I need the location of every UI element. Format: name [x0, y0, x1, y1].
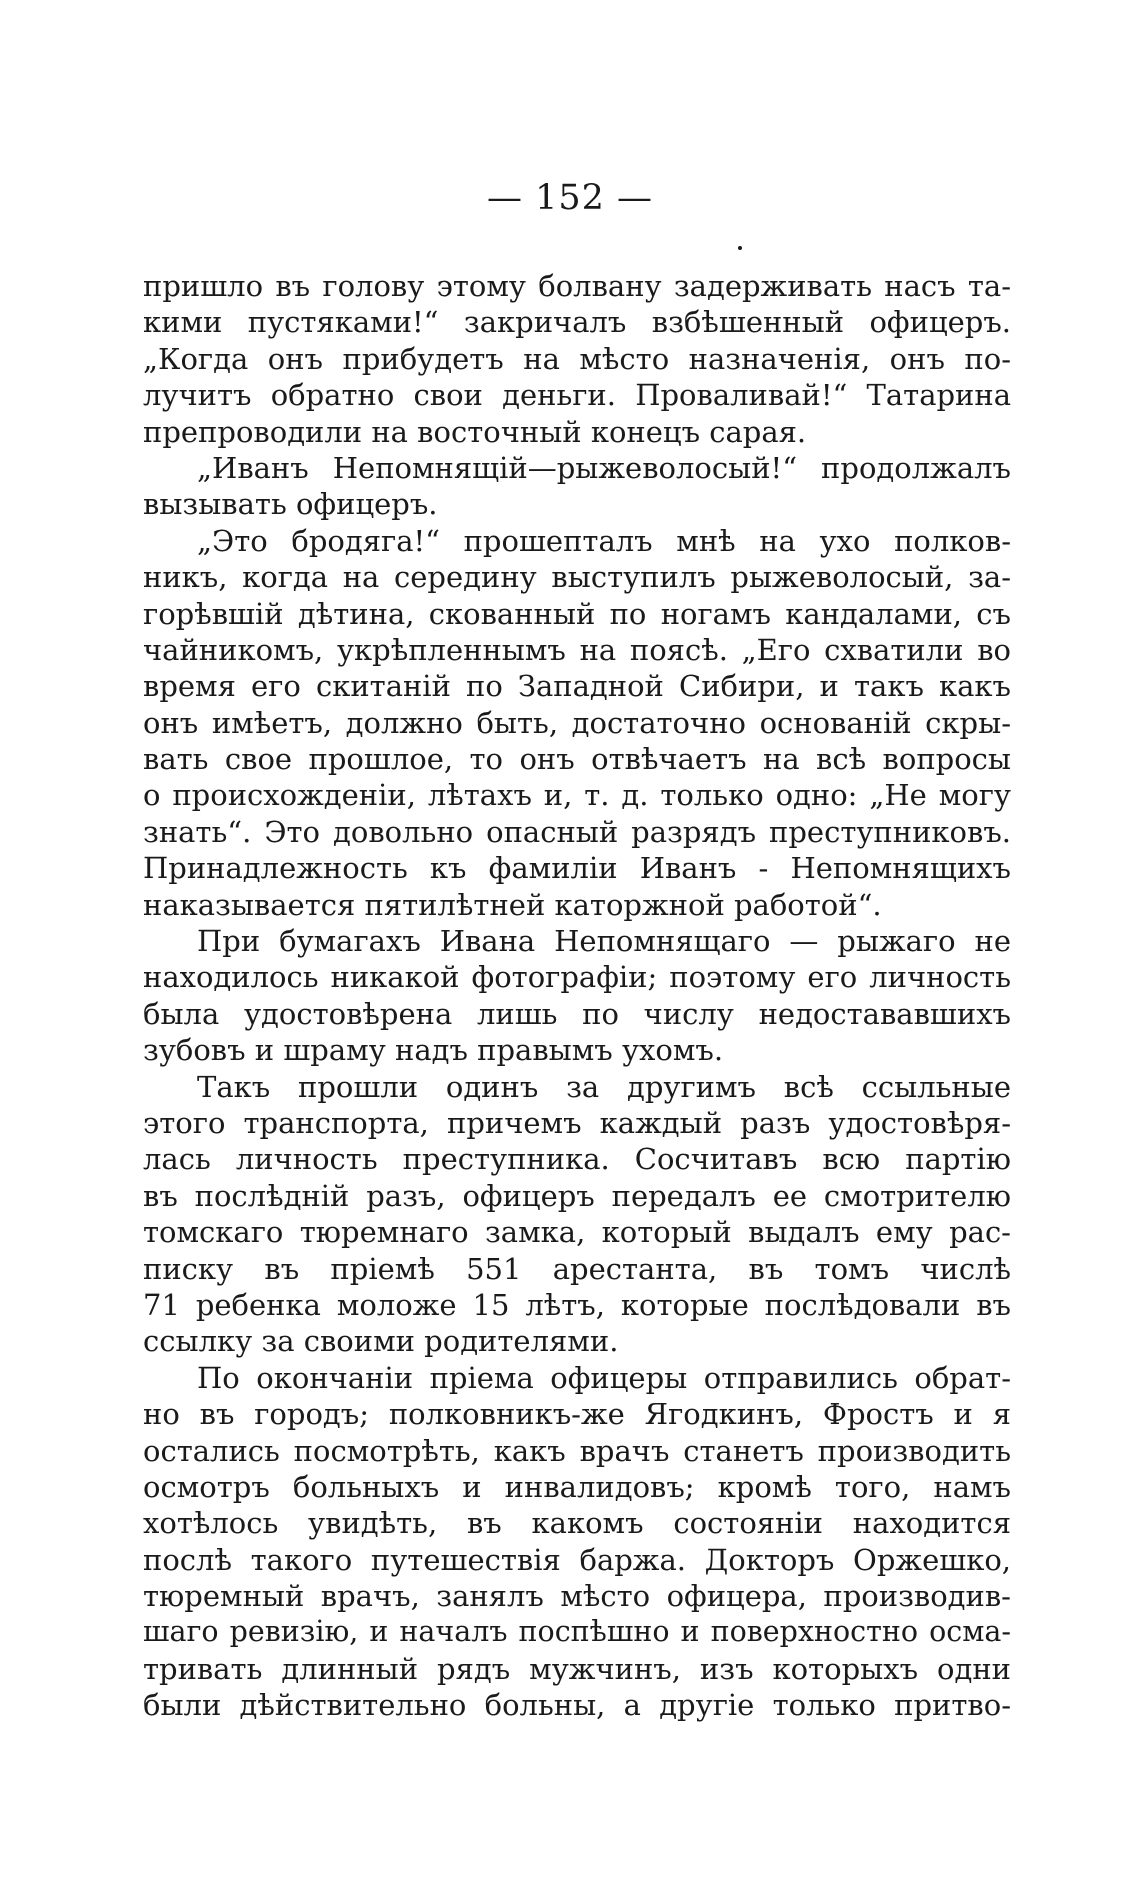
text-line: но въ городъ; полковникъ-же Ягодкинъ, Фростъ и я — [143, 1397, 1011, 1432]
text-line: лась личность преступника. Сосчитавъ всю партію — [143, 1142, 1011, 1177]
text-line: вать свое прошлое, то онъ отвѣчаетъ на всѣ вопросы — [143, 742, 1011, 777]
text-line: „Когда онъ прибудетъ на мѣсто назначенія, онъ по- — [143, 341, 1011, 376]
text-line: были дѣйствительно больны, а другіе только притво- — [143, 1688, 1011, 1723]
text-line: тривать длинный рядъ мужчинъ, изъ которыхъ одни — [143, 1651, 1011, 1686]
text-line: зубовъ и шраму надъ правымъ ухомъ. — [143, 1033, 724, 1068]
text-line: „Иванъ Непомнящій—рыжеволосый!“ продолжалъ — [197, 450, 1011, 485]
text-line: ссылку за своими родителями. — [143, 1324, 619, 1359]
text-line: лучитъ обратно свои деньги. Проваливай!“ Татарина — [143, 378, 1011, 413]
text-line: остались посмотрѣть, какъ врачъ станетъ производить — [143, 1433, 1011, 1468]
text-line: препроводили на восточный конецъ сарая. — [143, 414, 807, 449]
text-line: въ послѣдній разъ, офицеръ передалъ ее смотрителю — [143, 1178, 1011, 1213]
text-line: 71 ребенка моложе 15 лѣтъ, которые послѣдовали въ — [143, 1287, 1011, 1322]
text-line: чайникомъ, укрѣпленнымъ на поясѣ. „Его схватили во — [143, 632, 1011, 667]
text-line: о происхожденіи, лѣтахъ и, т. д. только одно: „Не могу — [143, 778, 1011, 813]
text-line: По окончаніи пріема офицеры отправились обрат- — [197, 1360, 1011, 1395]
text-line: писку въ пріемѣ 551 арестанта, въ томъ числѣ — [143, 1251, 1011, 1286]
text-line: послѣ такого путешествія баржа. Докторъ Оржешко, — [143, 1542, 1011, 1577]
text-line: время его скитаній по Западной Сибири, и такъ какъ — [143, 669, 1011, 704]
text-line: никъ, когда на середину выступилъ рыжеволосый, за- — [143, 560, 1011, 595]
text-line: томскаго тюремнаго замка, который выдалъ ему рас- — [143, 1215, 1011, 1250]
text-line: шаго ревизію, и началъ поспѣшно и поверхностно осма- — [143, 1615, 1011, 1649]
body-text — [143, 268, 1011, 1724]
text-line: вызывать офицеръ. — [143, 487, 438, 522]
text-line: Такъ прошли одинъ за другимъ всѣ ссыльные — [197, 1069, 1011, 1104]
text-line: этого транспорта, причемъ каждый разъ удостовѣря- — [143, 1105, 1011, 1140]
text-line: была удостовѣрена лишь по числу недостававшихъ — [143, 996, 1011, 1031]
text-line: кими пустяками!“ закричалъ взбѣшенный офицеръ. — [143, 305, 1011, 340]
text-line: осмотръ больныхъ и инвалидовъ; кромѣ того, намъ — [143, 1469, 1011, 1504]
print-speck — [738, 246, 742, 250]
text-line: знать“. Это довольно опасный разрядъ преступниковъ. — [143, 814, 1011, 849]
page-number: — 152 — — [486, 178, 654, 218]
text-line: пришло въ голову этому болвану задерживать насъ та- — [143, 269, 1011, 303]
text-line: „Это бродяга!“ прошепталъ мнѣ на ухо полков- — [197, 523, 1011, 558]
text-line: находилось никакой фотографіи; поэтому его личность — [143, 960, 1011, 995]
text-line: тюремный врачъ, занялъ мѣсто офицера, производив- — [143, 1579, 1011, 1614]
text-line: горѣвшій дѣтина, скованный по ногамъ кандалами, съ — [143, 596, 1011, 631]
text-line: онъ имѣетъ, должно быть, достаточно основаній скры- — [143, 705, 1011, 740]
text-line: При бумагахъ Ивана Непомнящаго — рыжаго не — [197, 924, 1011, 959]
text-line: наказывается пятилѣтней каторжной работой“. — [143, 887, 882, 922]
text-line: хотѣлось увидѣть, въ какомъ состояніи находится — [143, 1506, 1011, 1541]
text-line: Принадлежность къ фамиліи Иванъ - Непомнящихъ — [143, 851, 1011, 886]
